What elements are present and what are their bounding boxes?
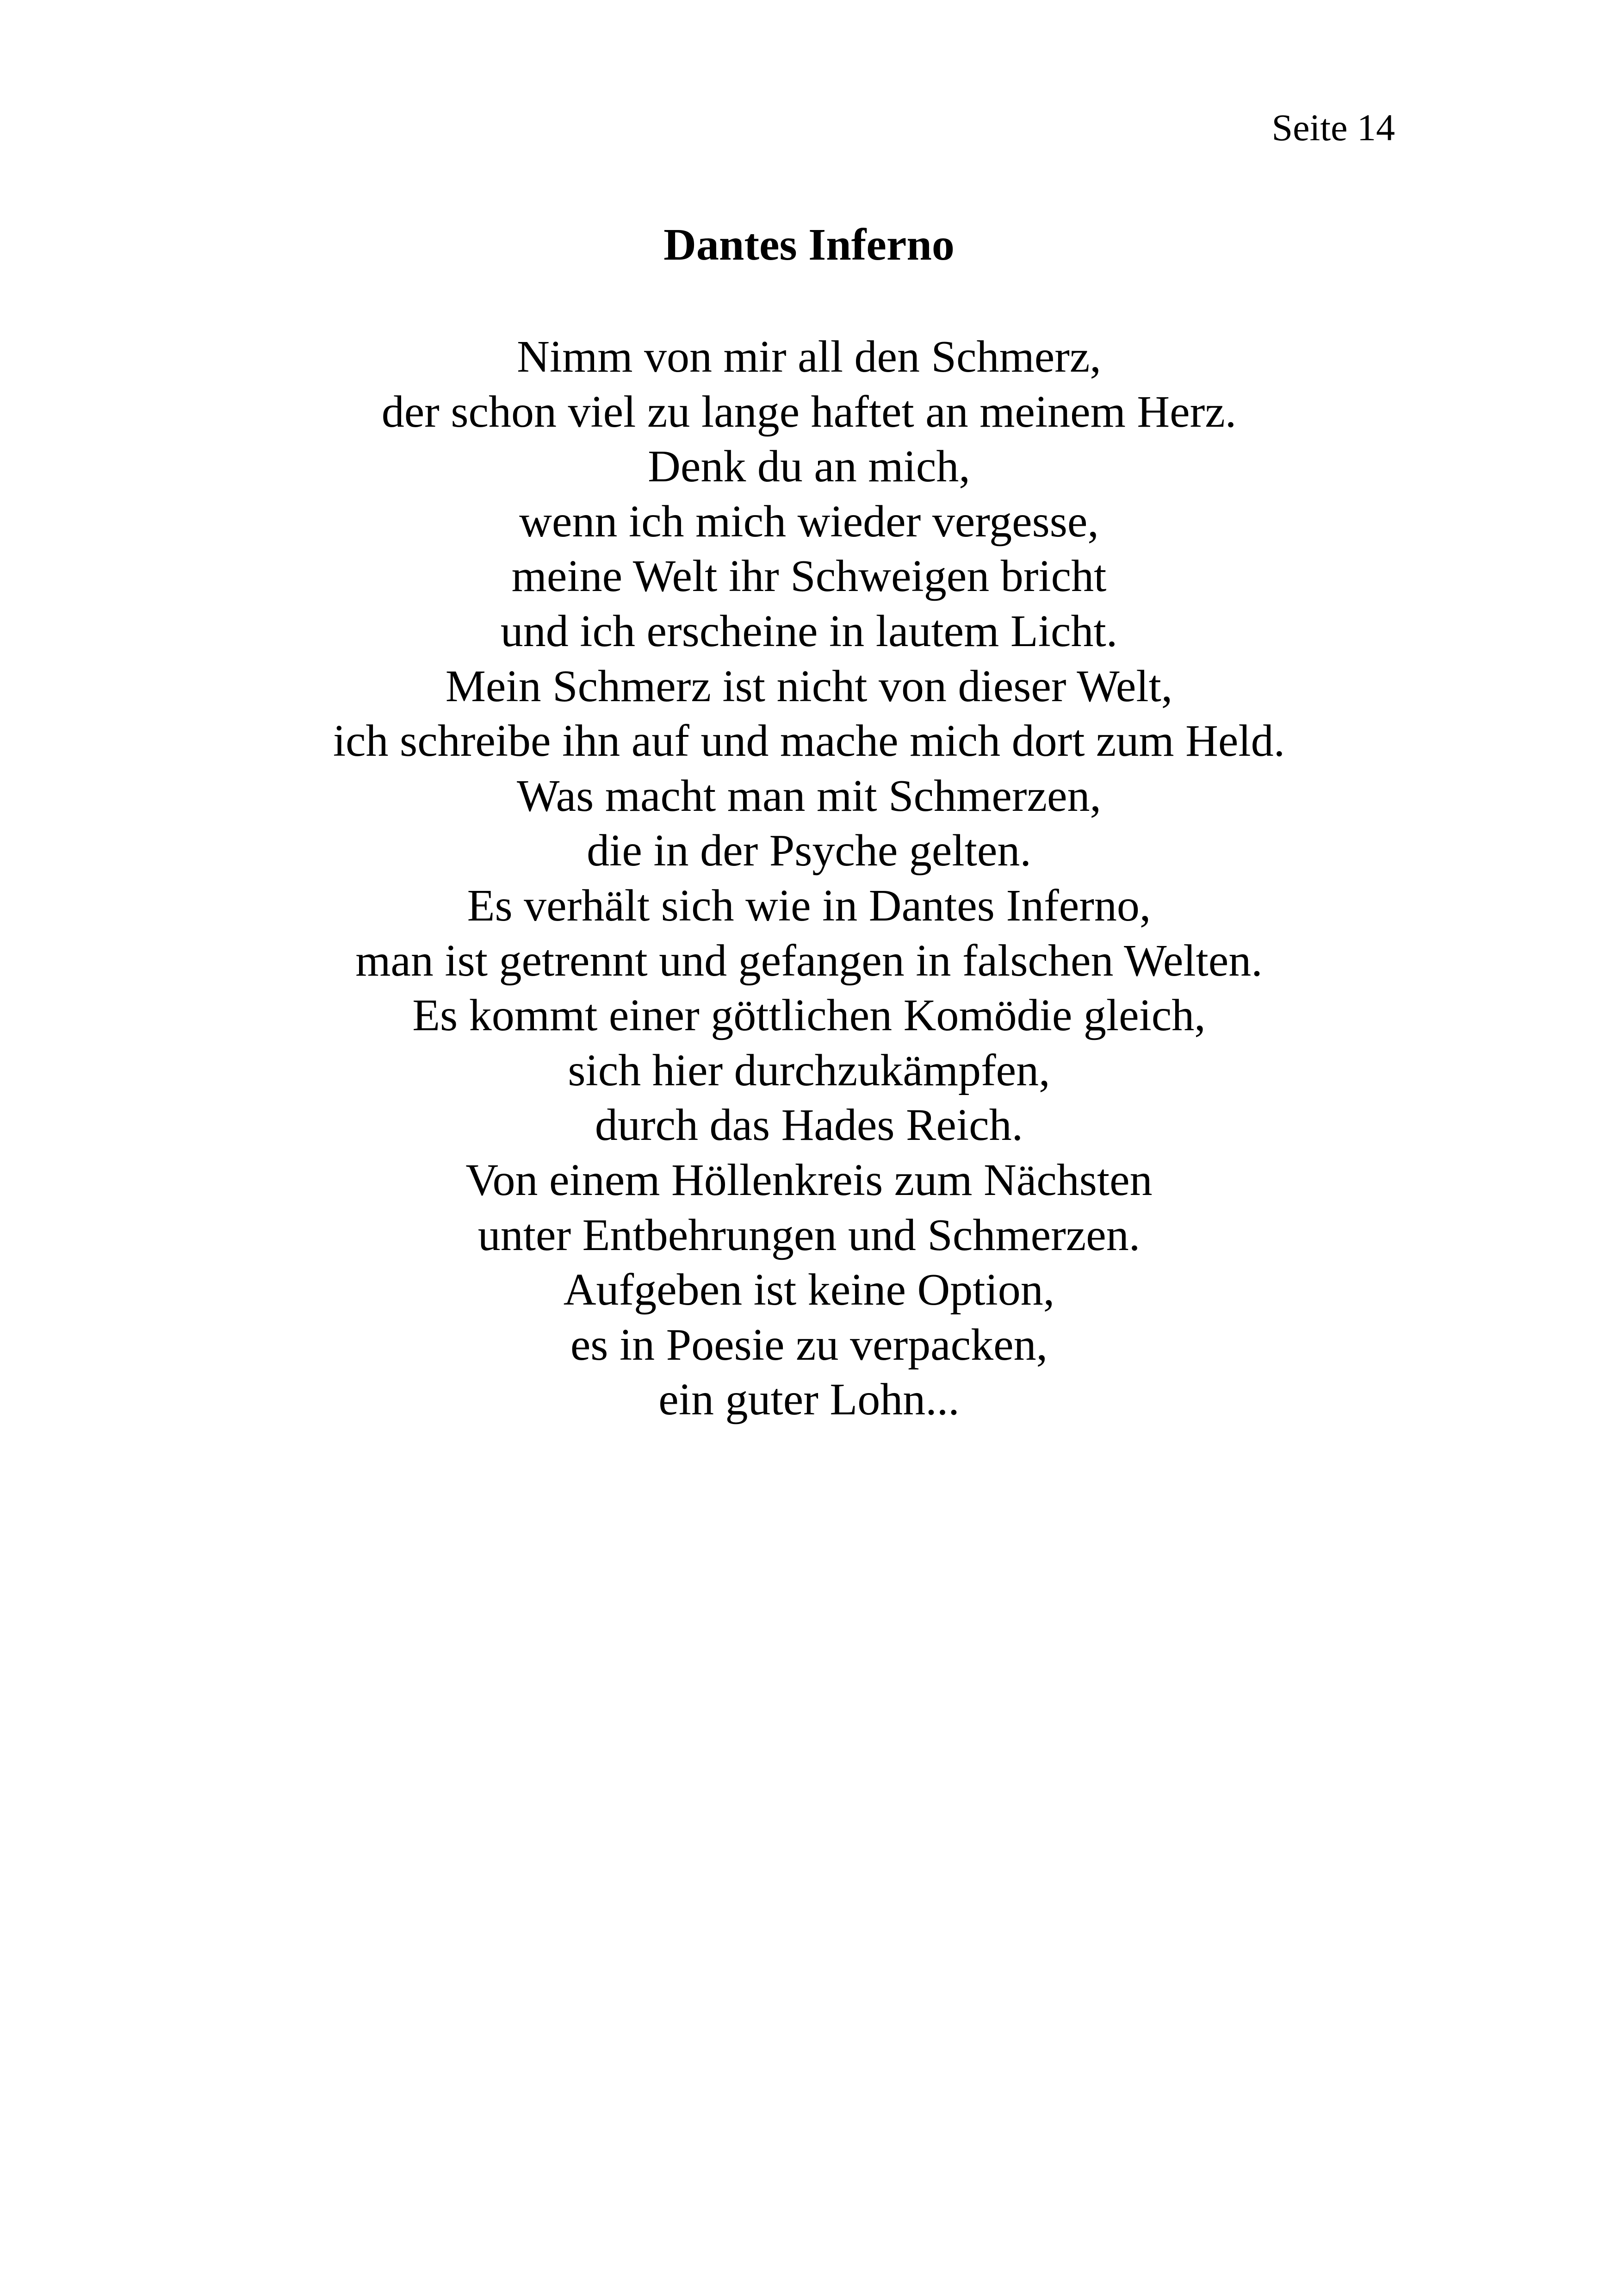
poem-title: Dantes Inferno [663,220,955,270]
poem-line: ein guter Lohn... [658,1375,960,1425]
poem-line: sich hier durchzukämpfen, [568,1045,1050,1095]
poem-line: Aufgeben ist keine Option, [563,1265,1055,1315]
poem-line: unter Entbehrungen und Schmerzen. [477,1210,1141,1260]
poem-line: und ich erscheine in lautem Licht. [500,606,1118,656]
poem-line: es in Poesie zu verpacken, [570,1319,1048,1370]
poem-line: Es verhält sich wie in Dantes Inferno, [467,880,1151,931]
poem-line: wenn ich mich wieder vergesse, [519,496,1099,547]
poem-line: Von einem Höllenkreis zum Nächsten [465,1155,1153,1205]
poem-line: Denk du an mich, [648,442,970,492]
poem-line: Was macht man mit Schmerzen, [517,771,1101,821]
poem-line: Es kommt einer göttlichen Komödie gleich, [412,990,1206,1041]
poem-body [0,330,1618,1427]
poem-line: Mein Schmerz ist nicht von dieser Welt, [445,661,1173,711]
poem-line: durch das Hades Reich. [595,1100,1023,1151]
poem-line: der schon viel zu lange haftet an meinem Herz. [381,386,1237,437]
poem-line: Nimm von mir all den Schmerz, [517,332,1101,382]
poem-line: man ist getrennt und gefangen in falschen Welten. [355,935,1263,986]
poem-line: ich schreibe ihn auf und mache mich dort zum Held. [333,716,1285,766]
poem-line: die in der Psyche gelten. [587,826,1031,876]
page-number: Seite 14 [1271,106,1395,149]
poem-line: meine Welt ihr Schweigen bricht [511,551,1107,602]
